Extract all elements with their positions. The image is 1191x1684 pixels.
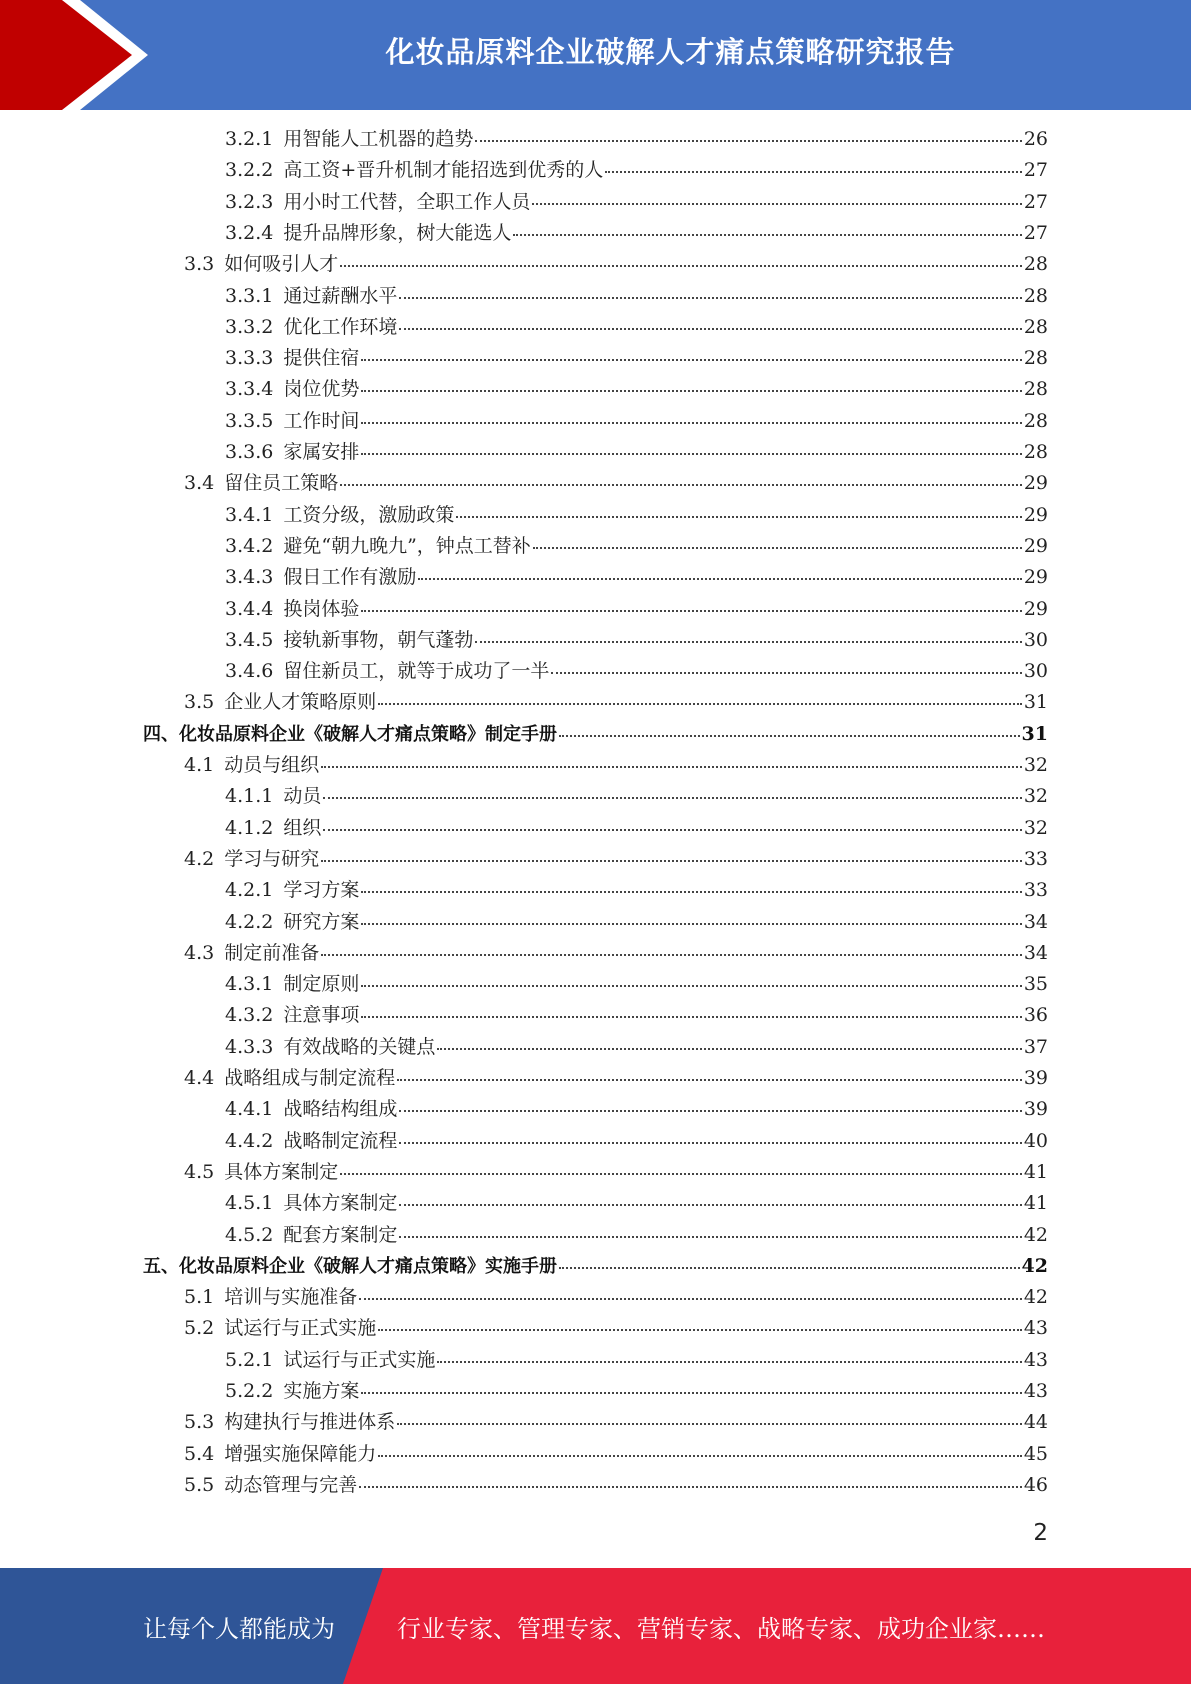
toc-entry-title: 制定前准备 <box>224 942 320 964</box>
toc-entry-page: 28 <box>1023 441 1048 463</box>
toc-leader-dots <box>399 1110 1021 1112</box>
toc-entry-number: 3.3.4 <box>225 378 274 400</box>
toc-entry-number: 3.3.1 <box>225 285 274 307</box>
toc-entry[interactable] <box>184 1473 1048 1497</box>
toc-entry-number: 5.2 <box>184 1317 215 1339</box>
toc-leader-dots <box>361 390 1021 392</box>
toc-entry[interactable] <box>143 1254 1048 1278</box>
toc-entry[interactable] <box>225 1129 1048 1153</box>
toc-entry[interactable] <box>184 1410 1048 1434</box>
toc-leader-dots <box>378 1329 1022 1331</box>
toc-entry-page: 46 <box>1023 1474 1048 1496</box>
toc-entry-title: 研究方案 <box>283 911 360 933</box>
toc-entry-page: 40 <box>1023 1130 1048 1152</box>
toc-entry-title: 学习与研究 <box>224 848 320 870</box>
toc-entry[interactable] <box>225 565 1048 589</box>
toc-entry[interactable] <box>184 1285 1048 1309</box>
toc-entry-page: 37 <box>1023 1036 1048 1058</box>
toc-entry[interactable] <box>225 1097 1048 1121</box>
toc-entry-title: 换岗体验 <box>283 598 360 620</box>
toc-leader-dots <box>361 1016 1021 1018</box>
toc-entry-page: 28 <box>1023 347 1048 369</box>
toc-entry[interactable] <box>225 878 1048 902</box>
toc-leader-dots <box>399 1142 1021 1144</box>
toc-entry-page: 42 <box>1023 1286 1048 1308</box>
toc-entry-number: 3.3.6 <box>225 441 274 463</box>
toc-leader-dots <box>361 985 1021 987</box>
toc-entry[interactable] <box>225 409 1048 433</box>
toc-entry-number: 3.2.1 <box>225 128 274 150</box>
toc-leader-dots <box>361 1392 1021 1394</box>
toc-entry-number: 4.1.2 <box>225 817 274 839</box>
toc-entry-number: 3.3.5 <box>225 410 274 432</box>
toc-entry[interactable] <box>225 158 1048 182</box>
toc-entry-number: 3.4.1 <box>225 504 274 526</box>
toc-entry-title: 增强实施保障能力 <box>224 1443 377 1465</box>
toc-entry[interactable] <box>225 1191 1048 1215</box>
toc-entry-title: 具体方案制定 <box>283 1192 398 1214</box>
toc-entry-page: 36 <box>1023 1004 1048 1026</box>
toc-entry-page: 43 <box>1023 1349 1048 1371</box>
footer-slogan-left: 让每个人都能成为 <box>143 1614 335 1643</box>
toc-entry-title: 提升品牌形象，树大能选人 <box>283 222 512 244</box>
toc-entry-title: 如何吸引人才 <box>224 253 339 275</box>
toc-entry-number: 3.3 <box>184 253 215 275</box>
toc-entry-page: 26 <box>1023 128 1048 150</box>
toc-entry[interactable] <box>225 597 1048 621</box>
toc-entry-page: 32 <box>1023 754 1048 776</box>
toc-entry[interactable] <box>225 784 1048 808</box>
toc-entry-number: 3.4.3 <box>225 566 274 588</box>
toc-entry-title: 动员 <box>283 785 322 807</box>
toc-entry-title: 留住新员工，就等于成功了一半 <box>283 660 550 682</box>
toc-entry-number: 4.1 <box>184 754 215 776</box>
toc-leader-dots <box>437 1361 1021 1363</box>
toc-entry-page: 28 <box>1023 410 1048 432</box>
toc-leader-dots <box>437 1048 1021 1050</box>
toc-entry-page: 32 <box>1023 785 1048 807</box>
toc-entry-title: 化妆品原料企业《破解人才痛点策略》实施手册 <box>179 1256 557 1277</box>
toc-entry-page: 31 <box>1021 723 1048 745</box>
toc-entry[interactable] <box>225 659 1048 683</box>
toc-leader-dots <box>321 860 1022 862</box>
toc-leader-dots <box>340 484 1022 486</box>
toc-entry[interactable] <box>225 816 1048 840</box>
toc-entry-title: 优化工作环境 <box>283 316 398 338</box>
toc-entry[interactable] <box>225 284 1048 308</box>
toc-entry-title: 培训与实施准备 <box>224 1286 358 1308</box>
toc-entry-title: 试运行与正式实施 <box>283 1349 436 1371</box>
toc-entry-number: 4.5.2 <box>225 1224 274 1246</box>
toc-entry[interactable] <box>225 190 1048 214</box>
toc-entry-page: 42 <box>1023 1224 1048 1246</box>
toc-entry-page: 27 <box>1023 159 1048 181</box>
toc-entry-page: 30 <box>1023 629 1048 651</box>
toc-entry-number: 3.2.2 <box>225 159 274 181</box>
toc-entry-page: 34 <box>1023 942 1048 964</box>
toc-entry-page: 35 <box>1023 973 1048 995</box>
toc-entry-title: 假日工作有激励 <box>283 566 417 588</box>
toc-entry[interactable] <box>225 127 1048 151</box>
toc-entry-number: 4.4.1 <box>225 1098 274 1120</box>
toc-entry-title: 提供住宿 <box>283 347 360 369</box>
toc-entry-title: 学习方案 <box>283 879 360 901</box>
toc-leader-dots <box>321 954 1022 956</box>
toc-entry-page: 43 <box>1023 1380 1048 1402</box>
toc-entry[interactable] <box>225 315 1048 339</box>
toc-entry-title: 战略制定流程 <box>283 1130 398 1152</box>
toc-entry[interactable] <box>184 690 1048 714</box>
toc-leader-dots <box>359 1298 1022 1300</box>
toc-entry-title: 高工资+晋升机制才能招选到优秀的人 <box>283 159 604 181</box>
toc-entry-title: 工作时间 <box>283 410 360 432</box>
toc-leader-dots <box>323 797 1021 799</box>
toc-entry-number: 5.4 <box>184 1443 215 1465</box>
toc-entry-number: 5.2.2 <box>225 1380 274 1402</box>
toc-entry[interactable] <box>225 534 1048 558</box>
toc-leader-dots <box>361 891 1021 893</box>
toc-entry-page: 29 <box>1023 472 1048 494</box>
document-title: 化妆品原料企业破解人才痛点策略研究报告 <box>385 34 956 69</box>
toc-entry-title: 战略组成与制定流程 <box>224 1067 396 1089</box>
toc-entry-number: 4.3.2 <box>225 1004 274 1026</box>
toc-entry[interactable] <box>184 252 1048 276</box>
toc-entry-number: 3.4.2 <box>225 535 274 557</box>
toc-leader-dots <box>475 140 1021 142</box>
toc-entry[interactable] <box>225 628 1048 652</box>
footer-slogan-right: 行业专家、管理专家、营销专家、战略专家、成功企业家…… <box>397 1614 1045 1643</box>
toc-leader-dots <box>361 422 1021 424</box>
toc-entry-number: 3.2.4 <box>225 222 274 244</box>
toc-entry-page: 39 <box>1023 1067 1048 1089</box>
toc-entry-page: 39 <box>1023 1098 1048 1120</box>
toc-entry-number: 4.3 <box>184 942 215 964</box>
toc-entry[interactable] <box>225 1003 1048 1027</box>
toc-entry[interactable] <box>225 1379 1048 1403</box>
toc-entry-title: 通过薪酬水平 <box>283 285 398 307</box>
toc-entry-page: 31 <box>1023 691 1048 713</box>
toc-leader-dots <box>559 1267 1020 1269</box>
toc-entry-title: 化妆品原料企业《破解人才痛点策略》制定手册 <box>179 724 557 745</box>
toc-entry-page: 27 <box>1023 191 1048 213</box>
toc-leader-dots <box>399 297 1021 299</box>
toc-leader-dots <box>340 1173 1022 1175</box>
toc-entry-title: 具体方案制定 <box>224 1161 339 1183</box>
toc-entry[interactable] <box>184 1316 1048 1340</box>
toc-entry[interactable] <box>184 847 1048 871</box>
toc-entry-title: 动态管理与完善 <box>224 1474 358 1496</box>
toc-leader-dots <box>399 1204 1021 1206</box>
toc-entry-title: 构建执行与推进体系 <box>224 1411 396 1433</box>
toc-entry[interactable] <box>184 1066 1048 1090</box>
toc-entry-page: 28 <box>1023 316 1048 338</box>
toc-leader-dots <box>378 1455 1022 1457</box>
toc-entry-page: 41 <box>1023 1192 1048 1214</box>
toc-entry[interactable] <box>184 1442 1048 1466</box>
toc-leader-dots <box>321 766 1022 768</box>
toc-entry-number: 4.5 <box>184 1161 215 1183</box>
toc-entry-number: 3.2.3 <box>225 191 274 213</box>
toc-entry-page: 29 <box>1023 598 1048 620</box>
toc-entry[interactable] <box>225 346 1048 370</box>
toc-entry-page: 29 <box>1023 535 1048 557</box>
toc-entry[interactable] <box>225 440 1048 464</box>
toc-entry[interactable] <box>225 503 1048 527</box>
toc-entry-page: 29 <box>1023 504 1048 526</box>
toc-leader-dots <box>323 829 1021 831</box>
toc-leader-dots <box>399 1236 1021 1238</box>
toc-entry[interactable] <box>184 753 1048 777</box>
toc-entry-page: 29 <box>1023 566 1048 588</box>
toc-entry-number: 四、 <box>143 724 179 745</box>
toc-entry-title: 接轨新事物，朝气蓬勃 <box>283 629 474 651</box>
page-number: 2 <box>1033 1520 1048 1546</box>
toc-entry-number: 5.1 <box>184 1286 215 1308</box>
toc-entry-title: 组织 <box>283 817 322 839</box>
toc-entry-title: 动员与组织 <box>224 754 320 776</box>
toc-entry-number: 3.4.4 <box>225 598 274 620</box>
toc-entry-number: 3.5 <box>184 691 215 713</box>
toc-leader-dots <box>532 203 1021 205</box>
toc-leader-dots <box>378 703 1022 705</box>
toc-entry-number: 4.4.2 <box>225 1130 274 1152</box>
page-header <box>0 0 1191 110</box>
toc-entry-title: 岗位优势 <box>283 378 360 400</box>
toc-entry-number: 4.3.1 <box>225 973 274 995</box>
toc-leader-dots <box>551 672 1021 674</box>
toc-entry-title: 用智能人工机器的趋势 <box>283 128 474 150</box>
toc-entry-title: 企业人才策略原则 <box>224 691 377 713</box>
toc-entry-number: 4.2.2 <box>225 911 274 933</box>
toc-leader-dots <box>399 328 1021 330</box>
toc-entry-number: 4.3.3 <box>225 1036 274 1058</box>
toc-entry[interactable] <box>225 1035 1048 1059</box>
toc-entry-title: 试运行与正式实施 <box>224 1317 377 1339</box>
toc-entry-page: 43 <box>1023 1317 1048 1339</box>
toc-entry-number: 五、 <box>143 1256 179 1277</box>
toc-leader-dots <box>475 641 1021 643</box>
toc-entry-number: 5.3 <box>184 1411 215 1433</box>
toc-entry-title: 实施方案 <box>283 1380 360 1402</box>
toc-entry-number: 4.2.1 <box>225 879 274 901</box>
toc-entry[interactable] <box>225 1348 1048 1372</box>
toc-entry[interactable] <box>184 471 1048 495</box>
toc-leader-dots <box>359 1486 1022 1488</box>
toc-entry-title: 战略结构组成 <box>283 1098 398 1120</box>
toc-entry-number: 4.5.1 <box>225 1192 274 1214</box>
toc-leader-dots <box>397 1423 1022 1425</box>
toc-entry-title: 制定原则 <box>283 973 360 995</box>
toc-leader-dots <box>605 171 1022 173</box>
toc-entry-title: 避免“朝九晚九”，钟点工替补 <box>283 535 531 557</box>
toc-entry-number: 3.4.5 <box>225 629 274 651</box>
toc-leader-dots <box>513 234 1021 236</box>
toc-entry-page: 30 <box>1023 660 1048 682</box>
toc-entry-number: 4.4 <box>184 1067 215 1089</box>
toc-entry-number: 3.3.2 <box>225 316 274 338</box>
toc-leader-dots <box>559 735 1020 737</box>
toc-entry-title: 用小时工代替，全职工作人员 <box>283 191 531 213</box>
toc-entry-number: 5.5 <box>184 1474 215 1496</box>
toc-entry-number: 3.4.6 <box>225 660 274 682</box>
toc-entry-page: 34 <box>1023 911 1048 933</box>
toc-leader-dots <box>340 265 1022 267</box>
toc-entry-number: 4.1.1 <box>225 785 274 807</box>
toc-entry[interactable] <box>225 1223 1048 1247</box>
toc-entry-page: 28 <box>1023 285 1048 307</box>
toc-entry-title: 有效战略的关键点 <box>283 1036 436 1058</box>
toc-entry[interactable] <box>225 972 1048 996</box>
toc-entry-title: 家属安排 <box>283 441 360 463</box>
toc-entry[interactable] <box>184 941 1048 965</box>
toc-entry-number: 3.3.3 <box>225 347 274 369</box>
toc-leader-dots <box>361 359 1021 361</box>
toc-entry-title: 注意事项 <box>283 1004 360 1026</box>
toc-entry[interactable] <box>143 722 1048 746</box>
toc-leader-dots <box>397 1079 1022 1081</box>
toc-entry-page: 41 <box>1023 1161 1048 1183</box>
toc-entry-title: 留住员工策略 <box>224 472 339 494</box>
toc-leader-dots <box>361 610 1021 612</box>
toc-entry-page: 28 <box>1023 253 1048 275</box>
toc-entry-page: 33 <box>1023 848 1048 870</box>
toc-entry-title: 配套方案制定 <box>283 1224 398 1246</box>
toc-leader-dots <box>418 578 1021 580</box>
toc-entry-page: 44 <box>1023 1411 1048 1433</box>
toc-entry-number: 3.4 <box>184 472 215 494</box>
toc-entry-page: 28 <box>1023 378 1048 400</box>
toc-entry-page: 33 <box>1023 879 1048 901</box>
toc-entry[interactable] <box>184 1160 1048 1184</box>
toc-leader-dots <box>456 516 1021 518</box>
toc-entry[interactable] <box>225 377 1048 401</box>
toc-entry[interactable] <box>225 910 1048 934</box>
toc-entry[interactable] <box>225 221 1048 245</box>
toc-leader-dots <box>361 923 1021 925</box>
toc-entry-number: 5.2.1 <box>225 1349 274 1371</box>
toc-leader-dots <box>533 547 1022 549</box>
toc-entry-number: 4.2 <box>184 848 215 870</box>
toc-entry-page: 45 <box>1023 1443 1048 1465</box>
toc-entry-page: 27 <box>1023 222 1048 244</box>
toc-entry-page: 42 <box>1021 1255 1048 1277</box>
page-footer <box>0 1568 1191 1684</box>
toc-entry-title: 工资分级，激励政策 <box>283 504 455 526</box>
toc-entry-page: 32 <box>1023 817 1048 839</box>
toc-leader-dots <box>361 453 1021 455</box>
